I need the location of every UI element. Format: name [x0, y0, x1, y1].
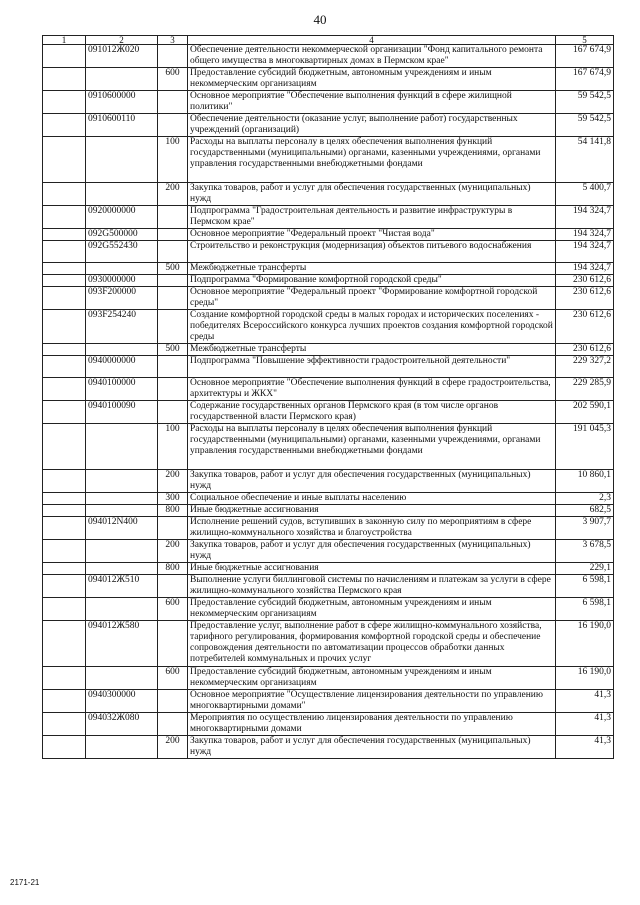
row-code [86, 540, 158, 563]
row-expense-type [158, 229, 188, 241]
row-amount: 230 612,6 [556, 310, 614, 344]
table-row [43, 401, 614, 424]
row-code [86, 263, 158, 275]
row-expense-type: 200 [158, 470, 188, 493]
row-col-1 [43, 621, 86, 667]
row-expense-type [158, 287, 188, 310]
row-name: Социальное обеспечение и иные выплаты населению [188, 493, 556, 505]
row-name: Межбюджетные трансферты [188, 263, 556, 275]
row-amount: 194 324,7 [556, 229, 614, 241]
row-col-1 [43, 310, 86, 344]
row-name: Расходы на выплаты персоналу в целях обеспечения выполнения функций государственными (муниципальными) органами, казенными учреждениями, органами управления государственными внебюджетными фондами [188, 137, 556, 183]
table-row [43, 114, 614, 137]
row-amount: 6 598,1 [556, 598, 614, 621]
row-col-1 [43, 206, 86, 229]
row-expense-type: 800 [158, 563, 188, 575]
row-expense-type [158, 206, 188, 229]
row-name: Закупка товаров, работ и услуг для обеспечения государственных (муниципальных) нужд [188, 736, 556, 759]
row-amount: 41,3 [556, 690, 614, 713]
table-row [43, 575, 614, 598]
row-name: Предоставление услуг, выполнение работ в сфере жилищно-коммунального хозяйства, тарифного регулирования, формирования комфортной городской среды и обеспечение сопровождения деятельности по автоматизации процессов обработки данных потребителей коммунальных и прочих услуг [188, 621, 556, 667]
table-row [43, 263, 614, 275]
row-name: Основное мероприятие "Федеральный проект "Формирование комфортной городской среды" [188, 287, 556, 310]
row-code: 094012Ж580 [86, 621, 158, 667]
row-code [86, 563, 158, 575]
table-row [43, 736, 614, 759]
row-expense-type: 200 [158, 183, 188, 206]
table-row [43, 493, 614, 505]
row-expense-type [158, 114, 188, 137]
row-col-1 [43, 344, 86, 356]
row-amount: 191 045,3 [556, 424, 614, 470]
row-amount: 230 612,6 [556, 344, 614, 356]
row-col-1 [43, 287, 86, 310]
header-col-2: 2 [86, 36, 158, 45]
row-name: Исполнение решений судов, вступивших в законную силу по мероприятиям в сфере жилищно-коммунального хозяйства и благоустройства [188, 517, 556, 540]
row-name: Предоставление субсидий бюджетным, автономным учреждениям и иным некоммерческим организациям [188, 68, 556, 91]
header-col-5: 5 [556, 36, 614, 45]
table-row [43, 137, 614, 183]
table-row [43, 206, 614, 229]
row-expense-type: 600 [158, 598, 188, 621]
row-col-1 [43, 493, 86, 505]
row-code: 0920000000 [86, 206, 158, 229]
row-amount: 10 860,1 [556, 470, 614, 493]
row-name: Предоставление субсидий бюджетным, автономным учреждениям и иным некоммерческим организациям [188, 667, 556, 690]
row-expense-type: 600 [158, 667, 188, 690]
row-amount: 194 324,7 [556, 263, 614, 275]
row-expense-type [158, 401, 188, 424]
row-expense-type [158, 621, 188, 667]
row-amount: 194 324,7 [556, 206, 614, 229]
row-code [86, 667, 158, 690]
row-code [86, 505, 158, 517]
footer-code: 2171-21 [10, 878, 40, 887]
row-col-1 [43, 183, 86, 206]
row-name: Закупка товаров, работ и услуг для обеспечения государственных (муниципальных) нужд [188, 540, 556, 563]
row-code: 094012Ж510 [86, 575, 158, 598]
row-amount: 16 190,0 [556, 621, 614, 667]
row-col-1 [43, 736, 86, 759]
row-col-1 [43, 713, 86, 736]
table-row [43, 45, 614, 68]
row-col-1 [43, 356, 86, 378]
row-amount: 54 141,8 [556, 137, 614, 183]
row-code: 0940100000 [86, 378, 158, 401]
row-col-1 [43, 667, 86, 690]
table-row [43, 310, 614, 344]
row-col-1 [43, 598, 86, 621]
row-col-1 [43, 45, 86, 68]
row-code: 091012Ж020 [86, 45, 158, 68]
table-row [43, 91, 614, 114]
row-amount: 59 542,5 [556, 91, 614, 114]
row-name: Закупка товаров, работ и услуг для обеспечения государственных (муниципальных) нужд [188, 183, 556, 206]
row-col-1 [43, 91, 86, 114]
row-expense-type: 200 [158, 540, 188, 563]
row-amount: 59 542,5 [556, 114, 614, 137]
row-col-1 [43, 690, 86, 713]
row-col-1 [43, 241, 86, 263]
row-name: Выполнение услуги биллинговой системы по начислениям и платежам за услуги в сфере жилищно-коммунального хозяйства Пермского края [188, 575, 556, 598]
row-expense-type: 600 [158, 68, 188, 91]
row-col-1 [43, 378, 86, 401]
row-expense-type: 100 [158, 424, 188, 470]
row-code [86, 470, 158, 493]
row-code [86, 68, 158, 91]
row-expense-type [158, 45, 188, 68]
header-col-4: 4 [188, 36, 556, 45]
row-code [86, 493, 158, 505]
row-amount: 2,3 [556, 493, 614, 505]
row-amount: 3 907,7 [556, 517, 614, 540]
table-row [43, 356, 614, 378]
table-row [43, 517, 614, 540]
row-expense-type: 800 [158, 505, 188, 517]
table-row [43, 229, 614, 241]
table-row [43, 275, 614, 287]
row-name: Создание комфортной городской среды в малых городах и исторических поселениях - победителях Всероссийского конкурса лучших проектов создания комфортной городской среды [188, 310, 556, 344]
row-amount: 167 674,9 [556, 45, 614, 68]
row-expense-type [158, 356, 188, 378]
row-name: Иные бюджетные ассигнования [188, 505, 556, 517]
table-row [43, 344, 614, 356]
row-expense-type [158, 690, 188, 713]
row-name: Иные бюджетные ассигнования [188, 563, 556, 575]
row-expense-type: 500 [158, 344, 188, 356]
row-col-1 [43, 575, 86, 598]
row-amount: 230 612,6 [556, 287, 614, 310]
table-row [43, 667, 614, 690]
header-col-1: 1 [43, 36, 86, 45]
row-code: 0940000000 [86, 356, 158, 378]
row-code [86, 137, 158, 183]
row-name: Основное мероприятие "Обеспечение выполнения функций в сфере жилищной политики" [188, 91, 556, 114]
row-code [86, 598, 158, 621]
row-name: Межбюджетные трансферты [188, 344, 556, 356]
table-row [43, 68, 614, 91]
row-name: Подпрограмма "Повышение эффективности градостроительной деятельности" [188, 356, 556, 378]
row-expense-type [158, 91, 188, 114]
row-amount: 194 324,7 [556, 241, 614, 263]
row-name: Основное мероприятие "Федеральный проект "Чистая вода" [188, 229, 556, 241]
row-code: 0910600000 [86, 91, 158, 114]
row-col-1 [43, 470, 86, 493]
row-amount: 41,3 [556, 736, 614, 759]
table-row [43, 287, 614, 310]
row-amount: 16 190,0 [556, 667, 614, 690]
budget-table [42, 35, 614, 759]
row-name: Закупка товаров, работ и услуг для обеспечения государственных (муниципальных) нужд [188, 470, 556, 493]
table-row [43, 241, 614, 263]
row-name: Подпрограмма "Формирование комфортной городской среды" [188, 275, 556, 287]
row-name: Обеспечение деятельности некоммерческой организации "Фонд капитального ремонта общего имущества в многоквартирных домах в Пермском крае" [188, 45, 556, 68]
table-row [43, 505, 614, 517]
table-row [43, 424, 614, 470]
row-col-1 [43, 137, 86, 183]
row-col-1 [43, 229, 86, 241]
row-code: 092G552430 [86, 241, 158, 263]
row-col-1 [43, 424, 86, 470]
row-name: Основное мероприятие "Обеспечение выполнения функций в сфере градостроительства, архитектуры и ЖКХ" [188, 378, 556, 401]
row-name: Обеспечение деятельности (оказание услуг, выполнение работ) государственных учреждений (организаций) [188, 114, 556, 137]
row-expense-type [158, 575, 188, 598]
row-name: Основное мероприятие "Осуществление лицензирования деятельности по управлению многоквартирными домами" [188, 690, 556, 713]
row-col-1 [43, 540, 86, 563]
table-row [43, 598, 614, 621]
row-code: 093F200000 [86, 287, 158, 310]
table-row [43, 713, 614, 736]
row-expense-type [158, 517, 188, 540]
row-name: Подпрограмма "Градостроительная деятельность и развитие инфраструктуры в Пермском крае" [188, 206, 556, 229]
row-amount: 682,5 [556, 505, 614, 517]
row-code: 093F254240 [86, 310, 158, 344]
table-row [43, 690, 614, 713]
table-header-row [43, 36, 614, 45]
row-expense-type: 200 [158, 736, 188, 759]
row-amount: 3 678,5 [556, 540, 614, 563]
row-code: 094012N400 [86, 517, 158, 540]
row-amount: 229 327,2 [556, 356, 614, 378]
table-row [43, 621, 614, 667]
table-body [43, 45, 614, 759]
header-col-3: 3 [158, 36, 188, 45]
row-expense-type: 100 [158, 137, 188, 183]
row-expense-type [158, 378, 188, 401]
row-code [86, 736, 158, 759]
table-row [43, 540, 614, 563]
row-expense-type [158, 713, 188, 736]
row-col-1 [43, 401, 86, 424]
row-amount: 167 674,9 [556, 68, 614, 91]
row-col-1 [43, 275, 86, 287]
row-expense-type: 500 [158, 263, 188, 275]
table-row [43, 563, 614, 575]
row-amount: 229 285,9 [556, 378, 614, 401]
row-name: Строительство и реконструкция (модернизация) объектов питьевого водоснабжения [188, 241, 556, 263]
row-code: 094032Ж080 [86, 713, 158, 736]
row-amount: 202 590,1 [556, 401, 614, 424]
row-expense-type [158, 275, 188, 287]
row-name: Предоставление субсидий бюджетным, автономным учреждениям и иным некоммерческим организациям [188, 598, 556, 621]
table-row [43, 378, 614, 401]
row-code: 0910600110 [86, 114, 158, 137]
row-code: 0930000000 [86, 275, 158, 287]
row-col-1 [43, 505, 86, 517]
row-code: 092G500000 [86, 229, 158, 241]
row-col-1 [43, 114, 86, 137]
row-col-1 [43, 517, 86, 540]
row-expense-type [158, 241, 188, 263]
row-amount: 41,3 [556, 713, 614, 736]
table-row [43, 470, 614, 493]
row-amount: 5 400,7 [556, 183, 614, 206]
row-code: 0940300000 [86, 690, 158, 713]
row-name: Расходы на выплаты персоналу в целях обеспечения выполнения функций государственными (муниципальными) органами, казенными учреждениями, органами управления государственными внебюджетными фондами [188, 424, 556, 470]
row-amount: 230 612,6 [556, 275, 614, 287]
row-expense-type [158, 310, 188, 344]
row-name: Мероприятия по осуществлению лицензирования деятельности по управлению многоквартирными домами [188, 713, 556, 736]
row-col-1 [43, 68, 86, 91]
row-code [86, 183, 158, 206]
row-amount: 229,1 [556, 563, 614, 575]
table-row [43, 183, 614, 206]
row-amount: 6 598,1 [556, 575, 614, 598]
row-code [86, 344, 158, 356]
row-code: 0940100090 [86, 401, 158, 424]
row-code [86, 424, 158, 470]
row-expense-type: 300 [158, 493, 188, 505]
row-name: Содержание государственных органов Пермского края (в том числе органов государственной власти Пермского края) [188, 401, 556, 424]
page-number: 40 [313, 12, 327, 27]
row-col-1 [43, 263, 86, 275]
row-col-1 [43, 563, 86, 575]
